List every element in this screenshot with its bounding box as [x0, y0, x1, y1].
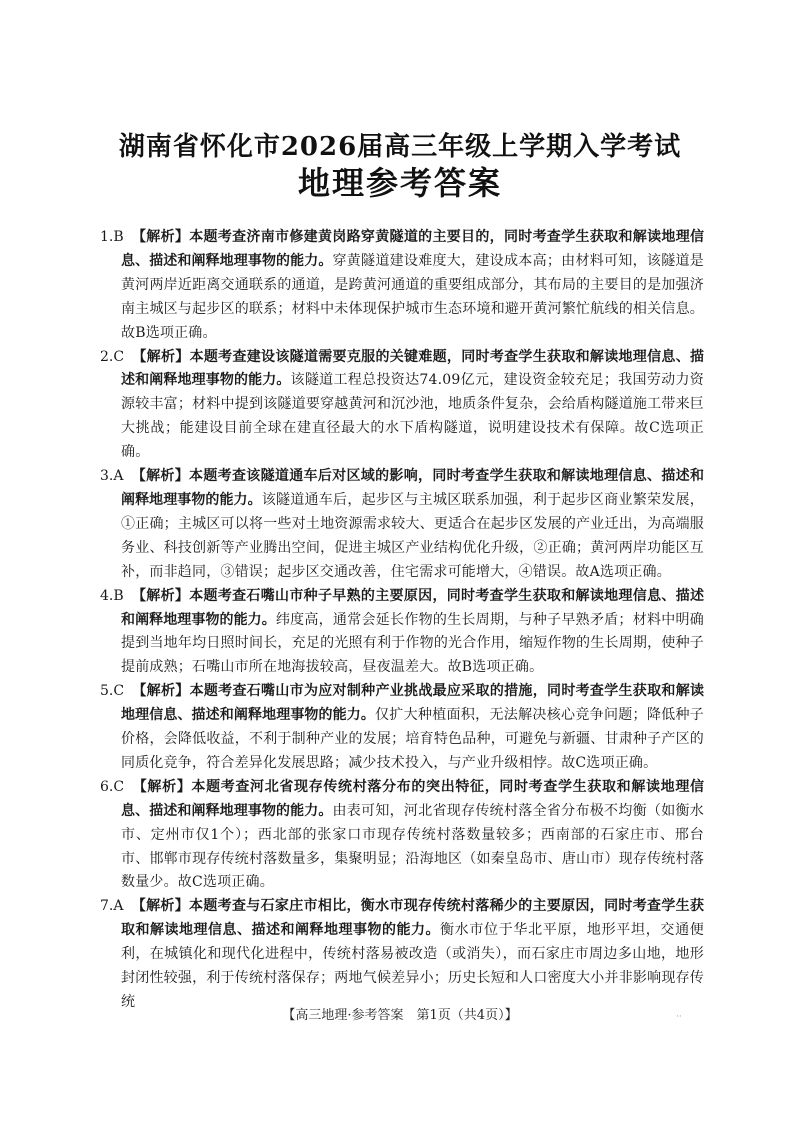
- item-explanation: 纬度高，通常会延长作物的生长周期，与种子早熟矛盾；材料中明确提到当地年均日照时间长，充足的光照有利于作物的光合作用，缩短作物的生长周期，使种子提前成熟；石嘴山市所在地海拔较高，昼夜温差大。故B选项正确。: [121, 611, 705, 676]
- item-heading: 【解析】本题考查建设该隧道需要克服的关键难题，同时考查学生获取和解读地理信息、描述和阐释地理事物的能力。: [121, 348, 704, 389]
- item-heading: 【解析】本题考查石嘴山市为应对制种产业挑战最应采取的措施，同时考查学生获取和解读地理信息、描述和阐释地理事物的能力。: [121, 683, 704, 724]
- item-number: 1.: [100, 229, 114, 245]
- item-number: 5.: [100, 683, 114, 700]
- item-heading: 【解析】本题考查与石家庄市相比，衡水市现存传统村落稀少的主要原因，同时考查学生获取和解读地理信息、描述和阐释地理事物的能力。: [121, 898, 704, 939]
- item-answer: C: [113, 348, 125, 365]
- item-answer: A: [113, 468, 124, 485]
- answer-item: [100, 895, 704, 1015]
- item-explanation: 仅扩大种植面积，无法解决核心竞争问题；降低种子价格，会降低收益，不利于制种产业的发展；培育特色品种，可避免与新疆、甘肃种子产区的同质化竞争，符合差异化发展思路；减少技术投入，与产业升级相悖。故C选项正确。: [121, 707, 704, 771]
- item-heading: 【解析】本题考查该隧道通车后对区域的影响，同时考查学生获取和解读地理信息、描述和阐释地理事物的能力。: [121, 468, 704, 508]
- answer-item: [100, 465, 704, 585]
- item-number: 7.: [100, 898, 114, 915]
- item-explanation: 穿黄隧道建设难度大，建设成本高；由材料可知，该隧道是黄河两岸近距离交通联系的通道，是跨黄河通道的重要组成部分，其布局的主要目的是加强济南主城区与起步区的联系；材料中未体现保护城市生态环境和避开黄河繁忙航线的相关信息。故B选项正确。: [121, 252, 705, 341]
- item-explanation: 该隧道通车后，起步区与主城区联系加强，利于起步区商业繁荣发展，①正确；主城区可以将一些对土地资源需求较大、更适合在起步区发展的产业迁出，为高端服务业、科技创新等产业腾出空间，促进主城区产业结构优化升级，②正确；黄河两岸功能区互补，而非趋同，③错误；起步区交通改善，住宅需求可能增大，④错误。故A选项正确。: [121, 491, 704, 580]
- page-footer: 【高三地理·参考答案 第1页（共4页）】: [282, 1008, 518, 1023]
- answer-item: [100, 776, 704, 896]
- answer-item: [100, 585, 704, 681]
- item-explanation: 该隧道工程总投资达74.09亿元，建设资金较充足；我国劳动力资源较丰富；材料中提到该隧道要穿越黄河和沉沙池，地质条件复杂，会给盾构隧道施工带来巨大挑战；能建设目前全球在建直径最大的水下盾构隧道，说明建设技术有保障。故C选项正确。: [121, 372, 705, 461]
- answer-item: [100, 346, 704, 466]
- document-subtitle: 地理参考答案: [297, 164, 502, 202]
- item-explanation: 衡水市位于华北平原，地形平坦，交通便利，在城镇化和现代化进程中，传统村落易被改造（或消失），而石家庄市周边多山地，地形封闭性较强，利于传统村落保存；两地气候差异小；历史长短和人口密度大小并非影响现存传统: [121, 922, 704, 1010]
- item-number: 6.: [100, 778, 114, 795]
- item-heading: 【解析】本题考查石嘴山市种子早熟的主要原因，同时考查学生获取和解读地理信息、描述和阐释地理事物的能力。: [121, 587, 704, 628]
- footer-mark: ··: [676, 1012, 682, 1022]
- item-number: 4.: [100, 587, 114, 604]
- answer-list: [100, 226, 704, 1015]
- item-heading: 【解析】本题考查河北省现存传统村落分布的突出特征，同时考查学生获取和解读地理信息、描述和阐释地理事物的能力。: [121, 778, 704, 819]
- item-answer: B: [113, 229, 124, 245]
- item-number: 2.: [100, 348, 114, 365]
- item-answer: B: [113, 587, 124, 604]
- item-answer: A: [113, 898, 124, 915]
- item-answer: C: [113, 778, 125, 795]
- item-heading: 【解析】本题考查济南市修建黄岗路穿黄隧道的主要目的，同时考查学生获取和解读地理信息、描述和阐释地理事物的能力。: [121, 229, 704, 269]
- answer-item: [100, 680, 704, 776]
- item-answer: C: [113, 683, 125, 700]
- answer-item: [100, 226, 704, 346]
- document-title: 湖南省怀化市2026届高三年级上学期入学考试: [118, 132, 682, 162]
- item-explanation: 由表可知，河北省现存传统村落全省分布极不均衡（如衡水市、定州市仅1个）；西北部的张家口市现存传统村落数量较多；西南部的石家庄市、邢台市、邯郸市现存传统村落数量多，集聚明显；沿海地区（如秦皇岛市、唐山市）现存传统村落数量少。故C选项正确。: [121, 802, 705, 891]
- item-number: 3.: [100, 468, 114, 485]
